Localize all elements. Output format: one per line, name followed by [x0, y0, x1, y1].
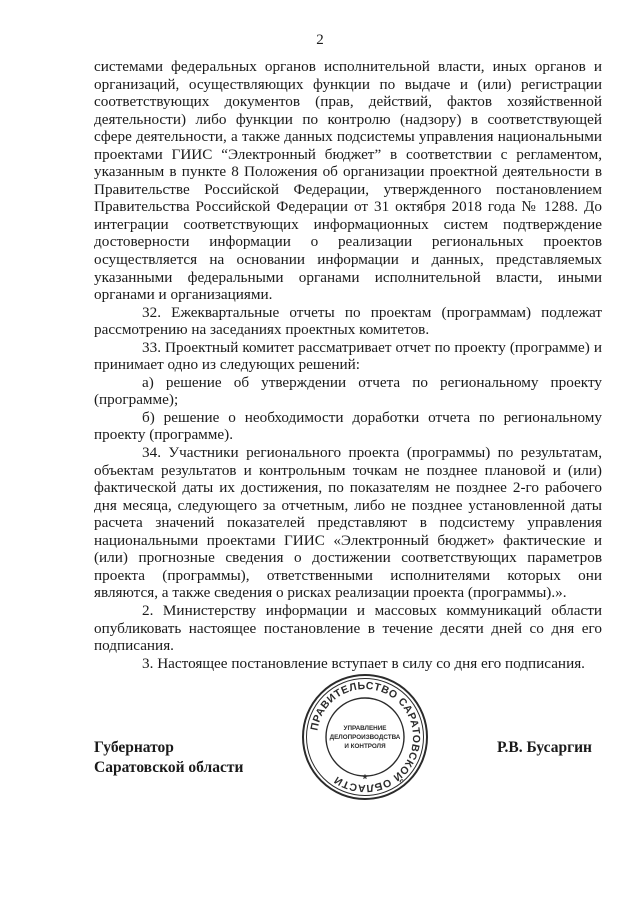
- seal-star-icon: *: [362, 772, 368, 786]
- paragraph-item-3: 3. Настоящее постановление вступает в силу со дня его подписания.: [142, 654, 585, 672]
- paragraph-33-b: б) решение о необходимости доработки отчета по региональному проекту (программе).: [94, 408, 602, 444]
- paragraph-33: 33. Проектный комитет рассматривает отчет по проекту (программе) и принимает одно из следующих решений:: [94, 338, 602, 374]
- document-body: [94, 58, 602, 672]
- signatory-region: Саратовской области: [94, 759, 244, 776]
- seal-graphic: [300, 672, 430, 802]
- seal-center-line-1: УПРАВЛЕНИЕ: [343, 725, 387, 732]
- paragraph-33-a: а) решение об утверждении отчета по региональному проекту (программе);: [94, 373, 602, 409]
- official-seal-stamp: [300, 672, 430, 802]
- signatory-name: Р.В. Бусаргин: [497, 739, 592, 756]
- signatory-title: Губернатор: [94, 739, 174, 756]
- paragraph-32: 32. Ежеквартальные отчеты по проектам (программам) подлежат рассмотрению на заседаниях проектных комитетов.: [94, 303, 602, 339]
- signatory-position: [94, 738, 243, 778]
- paragraph-continuation: системами федеральных органов исполнительной власти, иных органов и организаций, осуществляющих функции по выдаче и (или) регистрации соответствующих документов (прав, действий, фактов хозяйственной деятельности) либо функции по контролю (надзору) в соответствующей сфере деятельности, а также данных подсистемы управления национальными проектами ГИИС “Электронный бюджет” в соответствии с регламентом, указанным в пункте 8 Положения об организации проектной деятельности в Правительстве Российской Федерации, утвержденного постановлением Правительства Российской Федерации от 31 октября 2018 года № 1288. До интеграции соответствующих информационных систем подтверждение достоверности информации о реализации региональных проектов осуществляется на основании информации и данных, представляемых указанными федеральными органами исполнительной власти, иными органами и организациями.: [94, 58, 602, 304]
- seal-center-line-2: ДЕЛОПРОИЗВОДСТВА: [329, 734, 401, 741]
- paragraph-34: 34. Участники регионального проекта (программы) по результатам, объектам результатов и контрольным точкам не позднее плановой и (или) фактической даты их достижения, по показателям не позднее 2-го рабочего дня месяца, следующего за отчетным, либо не позднее установленной даты расчета значений показателей представляют в подсистему управления национальными проектами ГИИС «Электронный бюджет» фактические и (или) прогнозные сведения о достижении соответствующих параметров проекта (программы), ответственными исполнителями которых они являются, а также сведения о рисках реализации проекта (программы).».: [94, 444, 602, 602]
- paragraph-item-2: 2. Министерству информации и массовых коммуникаций области опубликовать настоящее постановление в течение десяти дней со дня его подписания.: [94, 601, 602, 655]
- page-number: 2: [316, 32, 324, 48]
- seal-center-line-3: И КОНТРОЛЯ: [344, 743, 386, 750]
- seal-ring-text: ПРАВИТЕЛЬСТВО САРАТОВСКОЙ ОБЛАСТИ: [308, 679, 423, 795]
